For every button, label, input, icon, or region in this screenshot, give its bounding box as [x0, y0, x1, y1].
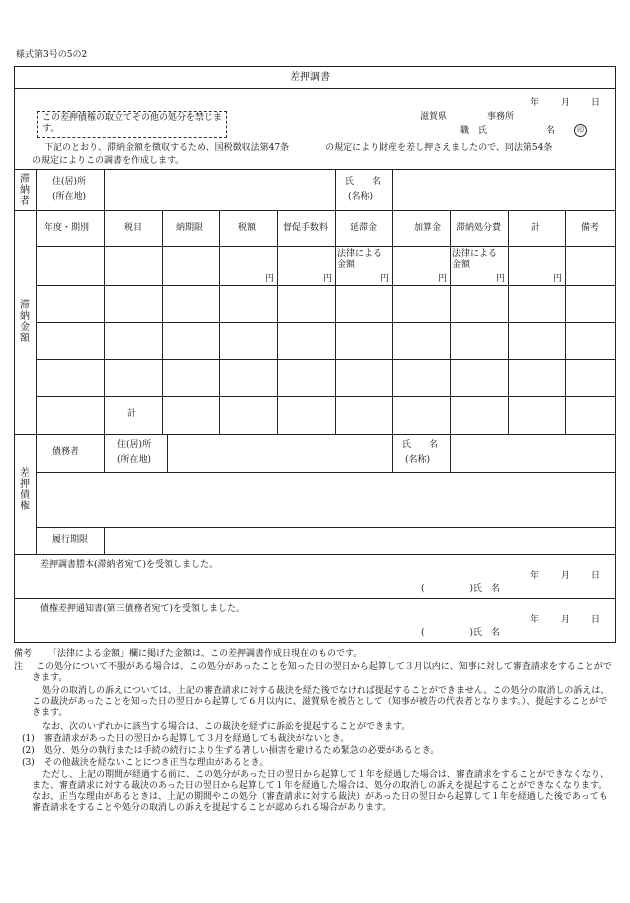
note-3: なお、次のいずれかに該当する場合は、この裁決を経ずに訴訟を提起することができます。: [42, 722, 411, 732]
header-tax-amount: 税額: [238, 223, 257, 233]
header-due-date: 納期限: [176, 223, 204, 233]
receipt-1-text: 差押調書謄本(滞納者宛て)を受領しました。: [40, 560, 219, 570]
debtor-name-sub: (名称): [405, 455, 431, 465]
taxpayer-label-divider: [104, 169, 105, 210]
frame-top: [14, 66, 616, 67]
taxpayer-mid-divider: [335, 169, 336, 210]
late-fee-legal-amount: 法律による金額: [337, 249, 383, 270]
taxpayer-address-sub: (所在地): [52, 192, 87, 202]
debtor-address-sub: (所在地): [117, 455, 152, 465]
header-year-period: 年度・期別: [44, 223, 90, 233]
note-item-2: (2) 処分、処分の執行または手続の続行により生ずる著しい損害を避けるため緊急の必要があるとき。: [22, 746, 440, 756]
note-item-3: (3) その他裁決を経ないことにつき正当な理由があるとき。: [22, 758, 269, 768]
header-date-month: 月: [561, 98, 571, 108]
frame-right: [615, 66, 616, 643]
yen-surcharge: 円: [438, 274, 448, 284]
arrears-row-1: [36, 246, 616, 247]
debtor-label: 債務者: [52, 447, 80, 457]
due-date-label: 履行期限: [52, 535, 89, 545]
seized-name-left: [392, 434, 393, 472]
header-surcharge: 加算金: [414, 223, 442, 233]
page-title: 差押調書: [290, 72, 330, 83]
note-item-1: (1) 審査請求があった日の翌日から起算して３月を経過しても裁決がないとき。: [22, 734, 350, 744]
header-disposition-cost: 滞納処分費: [456, 223, 502, 233]
receipt-1-year: 年: [530, 571, 540, 581]
frame-left: [14, 66, 15, 643]
taxpayer-name-divider: [392, 169, 393, 210]
receipt-2-year: 年: [530, 615, 540, 625]
section-col-divider: [36, 169, 37, 554]
yen-late-fee: 円: [380, 274, 390, 284]
official-title: 職 氏: [460, 126, 488, 136]
due-date-divider: [104, 527, 105, 554]
receipt-1-month: 月: [561, 571, 571, 581]
form-id: 様式第3号の5の2: [16, 50, 88, 60]
note-2: 処分の取消しの訴えについては、上記の審査請求に対する裁決を経た後でなければ提起することができません。この処分の取消しの訴えは、この裁決があったことを知った日の翌日から起算して６月以内に、滋賀県を被告として（知事が被告の代表者となります。）、提起することができます。: [32, 686, 610, 718]
yen-disposition-cost: 円: [496, 274, 506, 284]
statement-line2: の規定によりこの調書を作成します。: [32, 156, 185, 166]
arrears-row-5: [36, 396, 616, 397]
remarks-text: 「法律による金額」欄に掲げた金額は、この差押調書作成日現在のものです。: [48, 649, 363, 659]
seized-row-2: [36, 527, 616, 528]
debtor-address-label: 住(居)所: [117, 440, 152, 450]
seized-address-divider: [167, 434, 168, 472]
debtor-name-label: 氏 名: [402, 440, 439, 450]
yen-total: 円: [553, 274, 563, 284]
arrears-section-label: 滞納金額: [20, 300, 30, 344]
yen-reminder-fee: 円: [323, 274, 333, 284]
seized-section-label: 差押債権: [20, 468, 30, 512]
header-reminder-fee: 督促手数料: [283, 223, 329, 233]
taxpayer-name-label: 氏 名: [345, 177, 382, 187]
header-total: 計: [531, 223, 541, 233]
receipt-2-day: 日: [591, 615, 601, 625]
receipt-2-name: ( )氏 名: [421, 628, 501, 638]
seized-bottom: [14, 554, 616, 555]
header-tax-item: 税目: [124, 223, 143, 233]
arrears-total-label: 計: [127, 409, 137, 419]
seal-icon: 印: [574, 124, 587, 137]
note-4: ただし、上記の期間が経過する前に、この処分があった日の翌日から起算して１年を経過した場合は、審査請求をすることができなくなり、また、審査請求に対する裁決のあった日の翌日から起算して１年を経過した場合は、処分の取消しの訴えを提起することができなくなります。なお、正当な理由があるときは、上記の期間やこの処分（審査請求に対する裁決）があった日の翌日から起算して１年を経過した後であっても審査請求をすることや処分の取消しの訴えを提起することが認められる場合があります。: [32, 770, 609, 813]
remarks-label: 備考: [14, 649, 33, 659]
disposition-legal-amount: 法律による金額: [452, 249, 498, 270]
arrears-row-3: [36, 322, 616, 323]
prefecture: 滋賀県: [420, 112, 448, 122]
title-divider: [14, 88, 616, 89]
note-1: この処分について不服がある場合は、この処分があったことを知った日の翌日から起算して３月以内に、知事に対して審査請求をすることができます。: [32, 662, 612, 683]
receipt-2-text: 債権差押通知書(第三債務者宛て)を受領しました。: [40, 604, 246, 614]
notes-label: 注: [14, 662, 24, 672]
yen-tax-amount: 円: [265, 274, 275, 284]
seized-row-1: [36, 472, 616, 473]
header-date-year: 年: [530, 98, 540, 108]
receipt-1-day: 日: [591, 571, 601, 581]
statement-line1: 下記のとおり、滞納金額を徴収するため、国税徴収法第47条 の規定により財産を差し押さえましたので、同法第54条: [44, 143, 553, 153]
official-name-label: 名: [546, 126, 556, 136]
seized-debtor-divider: [104, 434, 105, 472]
office-label: 事務所: [487, 112, 515, 122]
taxpayer-name-sub: (名称): [348, 192, 374, 202]
receipt-1-name: ( )氏 名: [421, 584, 501, 594]
arrears-row-2: [36, 285, 616, 286]
notice-text: この差押債権の取立てその他の処分を禁じます。: [42, 113, 223, 134]
frame-bottom: [14, 642, 616, 643]
taxpayer-section-label: 滞納者: [20, 174, 30, 207]
receipt-divider: [14, 598, 616, 599]
header-late-fee: 延滞金: [350, 223, 378, 233]
header-date-day: 日: [591, 98, 601, 108]
receipt-2-month: 月: [561, 615, 571, 625]
seized-name-right: [450, 434, 451, 472]
arrears-row-4: [36, 359, 616, 360]
header-remarks: 備考: [581, 223, 600, 233]
taxpayer-address-label: 住(居)所: [52, 177, 87, 187]
